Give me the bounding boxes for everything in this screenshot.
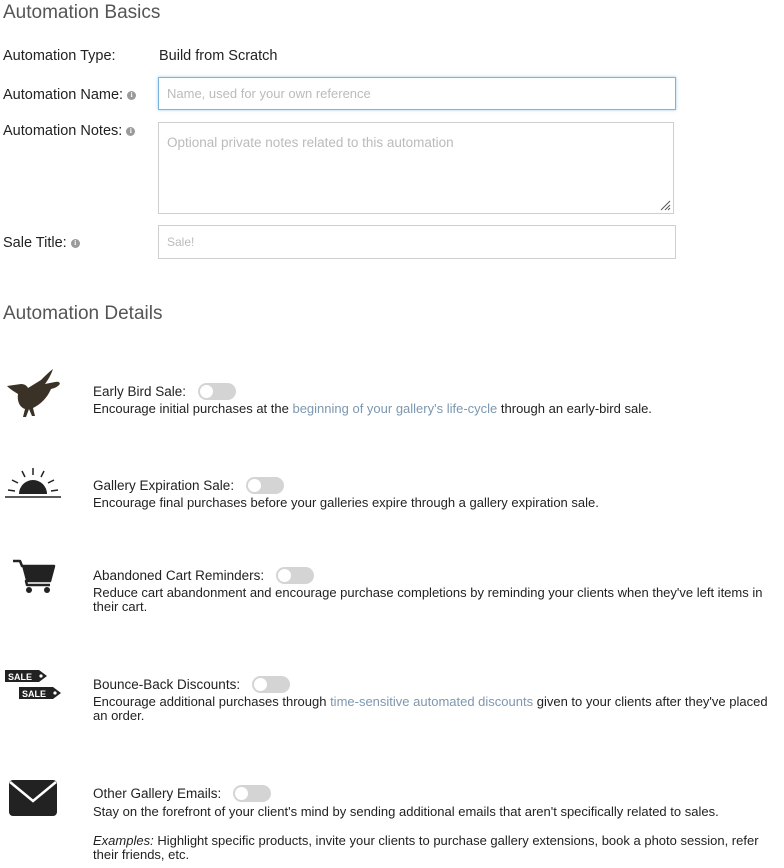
envelope-icon — [8, 779, 58, 817]
toggle-knob — [235, 787, 248, 800]
other-emails-toggle[interactable] — [233, 785, 271, 802]
bounce-back-toggle[interactable] — [252, 676, 290, 693]
sale-title-label-text: Sale Title: — [3, 235, 67, 251]
gallery-expiration-toggle[interactable] — [246, 477, 284, 494]
toggle-knob — [248, 479, 261, 492]
abandoned-cart-toggle[interactable] — [276, 567, 314, 584]
examples-label: Examples: — [93, 833, 154, 848]
bounce-back-row — [93, 676, 290, 693]
cart-icon — [12, 559, 56, 595]
info-icon[interactable]: i — [71, 239, 80, 248]
bounce-back-label: Bounce-Back Discounts: — [93, 677, 241, 692]
sale-title-label — [3, 235, 80, 251]
other-emails-examples — [93, 834, 778, 862]
info-icon[interactable]: i — [126, 127, 135, 136]
automation-details-heading: Automation Details — [3, 303, 163, 324]
automation-type-value: Build from Scratch — [159, 48, 278, 64]
automation-basics-heading: Automation Basics — [3, 2, 161, 23]
toggle-knob — [278, 569, 291, 582]
info-icon[interactable]: i — [127, 91, 136, 100]
sale-title-input[interactable] — [158, 225, 676, 259]
gallery-lifecycle-link[interactable]: beginning of your gallery's life-cycle — [292, 401, 498, 416]
bounce-back-desc-2: given to your clients after they've placed an order. — [93, 694, 768, 723]
automation-notes-label-text: Automation Notes: — [3, 123, 123, 139]
automation-type-label: Automation Type: — [3, 48, 116, 64]
abandoned-cart-row — [93, 567, 314, 584]
gallery-expiration-label: Gallery Expiration Sale: — [93, 478, 235, 493]
bird-icon — [5, 366, 61, 418]
examples-text: Highlight specific products, invite your clients to purchase gallery extensions, book a photo session, refer their friends, etc. — [93, 833, 759, 862]
sale-title-placeholder: Sale! — [167, 235, 195, 249]
automated-discounts-link[interactable]: time-sensitive automated discounts — [330, 694, 534, 709]
gallery-expiration-row — [93, 477, 284, 494]
early-bird-description — [93, 402, 778, 416]
other-emails-row — [93, 785, 271, 802]
early-bird-row — [93, 383, 236, 400]
automation-name-input[interactable] — [158, 77, 676, 110]
toggle-knob — [200, 385, 213, 398]
automation-name-label-text: Automation Name: — [3, 87, 124, 103]
automation-name-label — [3, 87, 136, 103]
sale-tag-text: SALE — [8, 672, 33, 682]
toggle-knob — [254, 678, 267, 691]
other-emails-description: Stay on the forefront of your client's mind by sending additional emails that aren't specifically related to sales. — [93, 804, 719, 819]
sale-tag-text: SALE — [22, 689, 47, 699]
bounce-back-description — [93, 695, 778, 723]
bounce-back-desc-1: Encourage additional purchases through — [93, 694, 331, 709]
automation-name-placeholder: Name, used for your own reference — [167, 86, 371, 101]
gallery-expiration-description: Encourage final purchases before your galleries expire through a gallery expiration sale. — [93, 495, 599, 510]
abandoned-cart-description: Reduce cart abandonment and encourage purchase completions by reminding your clients when they've left items in their cart. — [93, 585, 763, 614]
automation-notes-label — [3, 123, 135, 139]
automation-notes-placeholder: Optional private notes related to this automation — [167, 135, 454, 150]
early-bird-label: Early Bird Sale: — [93, 384, 187, 399]
early-bird-desc-1: Encourage initial purchases at the — [93, 401, 293, 416]
other-emails-label: Other Gallery Emails: — [93, 786, 222, 801]
early-bird-desc-2: through an early-bird sale. — [497, 401, 652, 416]
early-bird-toggle[interactable] — [198, 383, 236, 400]
resize-grip-icon[interactable] — [659, 199, 671, 211]
automation-notes-textarea[interactable] — [158, 122, 674, 214]
abandoned-cart-label: Abandoned Cart Reminders: — [93, 568, 265, 583]
sunset-icon — [5, 466, 63, 502]
sale-tags-icon — [5, 668, 63, 704]
